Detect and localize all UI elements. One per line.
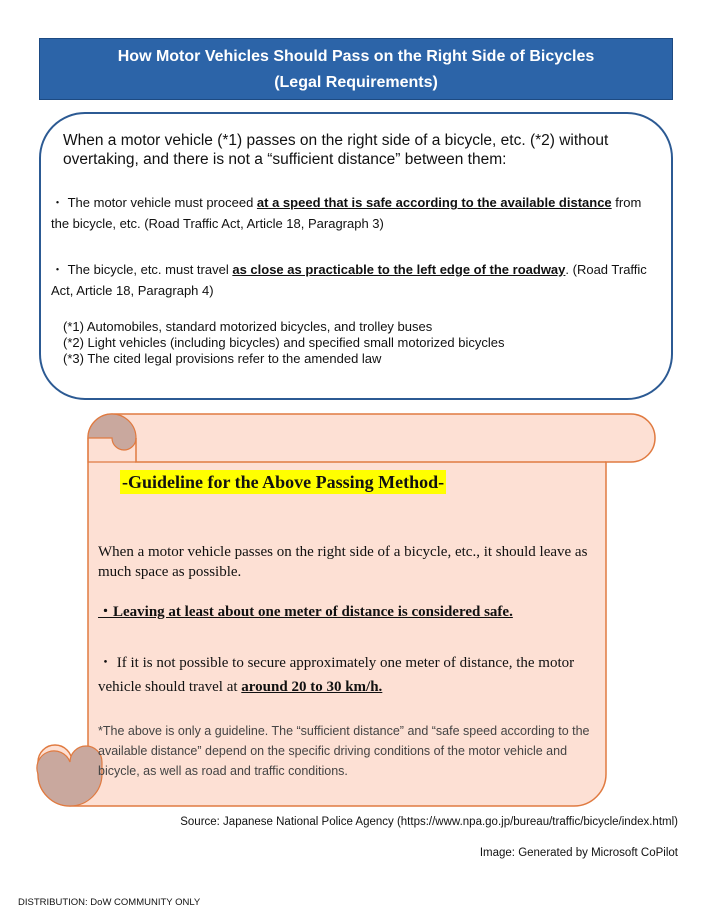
footnote: (*1) Automobiles, standard motorized bicycles, and trolley buses [63,319,433,334]
guideline-point-speed: ・ If it is not possible to secure approximately one meter of distance, the motor vehicle should travel at around 20 to 30 km/h. [98,655,575,695]
guideline-note: *The above is only a guideline. The “sufficient distance” and “safe speed according to the available distance” depend on the specific driving conditions of the motor vehicle and bicycle, as well as road and traffic conditions. [98,724,590,778]
page-subtitle: (Legal Requirements) [274,74,438,91]
distribution-notice: DISTRIBUTION: DoW COMMUNITY ONLY [18,897,201,908]
requirement-emphasis: as close as practicable to the left edge of the roadway [232,262,566,277]
image-credit: Image: Generated by Microsoft CoPilot [479,847,678,859]
footnote: (*2) Light vehicles (including bicycles) and specified small motorized bicycles [63,335,505,350]
page-title-banner [39,38,673,100]
requirement-motor-vehicle: ・ The motor vehicle must proceed at a speed that is safe according to the available distance from the bicycle, etc. (Road Traffic Act, Article 18, Paragraph 3) [51,195,642,231]
guideline-intro: When a motor vehicle passes on the right side of a bicycle, etc., it should leave as much space as possible. [98,544,588,580]
intro-text: When a motor vehicle (*1) passes on the right side of a bicycle, etc. (*2) without overtaking, and there is not a “sufficient distance” between them: [63,132,609,168]
source-citation: Source: Japanese National Police Agency (https://www.npa.go.jp/bureau/traffic/bicycle/index.html) [180,816,678,828]
page-title: How Motor Vehicles Should Pass on the Right Side of Bicycles [117,48,595,65]
footnote: (*3) The cited legal provisions refer to the amended law [63,351,382,366]
requirement-emphasis: at a speed that is safe according to the available distance [256,195,612,210]
legal-requirements-box [39,112,673,400]
footnotes [63,319,653,367]
guideline-point-distance: ・Leaving at least about one meter of distance is considered safe. [98,604,513,620]
requirement-bicycle: ・ The bicycle, etc. must travel as close as practicable to the left edge of the roadway. (Road Traffic Act, Article 18, Paragraph 4) [51,262,647,298]
guideline-title: -Guideline for the Above Passing Method- [122,472,445,492]
speed-emphasis: around 20 to 30 km/h. [241,679,383,695]
